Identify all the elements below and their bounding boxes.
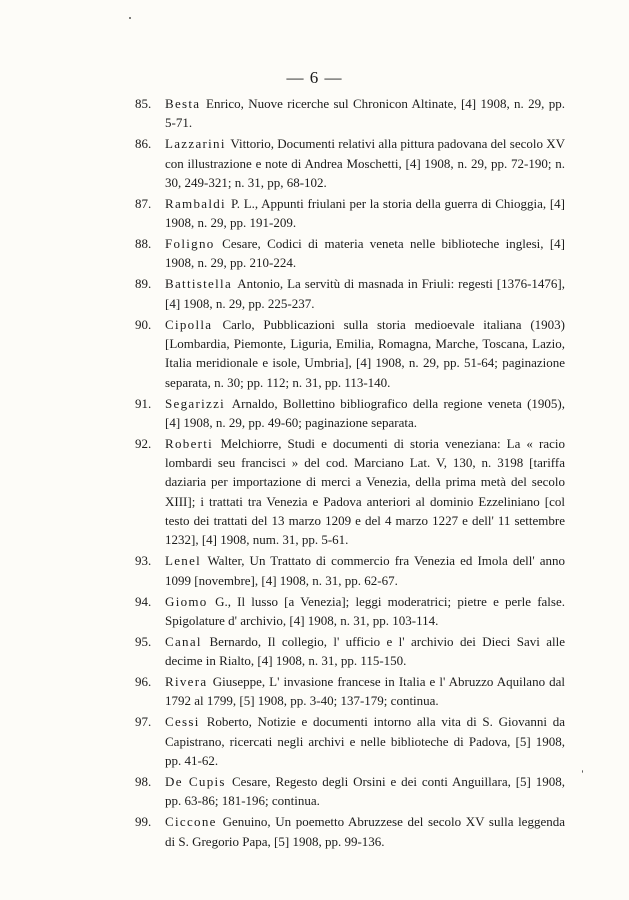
- entry-author: Foligno: [165, 236, 223, 252]
- entry-number: 98.: [135, 774, 152, 790]
- entry-author: Besta: [165, 96, 207, 111]
- entry-author: Cessi: [165, 714, 207, 730]
- entry-author: Segarizzi: [165, 395, 232, 411]
- entry-text: Genuino, Un poemetto Abruzzese del secolo XV sulla leggenda di S. Gregorio Papa, [5] 1908, pp. 99-136.: [165, 814, 565, 849]
- entry-text: Bernardo, Il collegio, l' ufficio e l' archivio dei Dieci Savi alle decime in Rialto, [4] 1908, n. 31, pp. 115-150.: [165, 633, 565, 669]
- entry-number: 88.: [135, 236, 152, 252]
- entry-text: Arnaldo, Bollettino bibliografico della regione veneta (1905), [4] 1908, n. 29, pp. 49-60; paginazione separata.: [165, 395, 565, 430]
- bibliography-entry: [135, 712, 565, 770]
- entry-author: Roberti: [165, 435, 221, 451]
- entry-number: 90.: [135, 316, 152, 332]
- bibliography-entry: [135, 94, 565, 133]
- page-number: — 6 —: [286, 68, 343, 87]
- entry-number: 87.: [135, 195, 152, 211]
- entry-author: Cipolla: [165, 316, 223, 332]
- scan-speck: [129, 17, 131, 19]
- entry-text: Enrico, Nuove ricerche sul Chronicon Altinate, [4] 1908, n. 29, pp. 5-71.: [165, 96, 565, 131]
- entry-author: Canal: [165, 633, 210, 649]
- bibliography-entry: [135, 194, 565, 233]
- entry-text: Walter, Un Trattato di commercio fra Venezia ed Imola dell' anno 1099 [novembre], [4] 1908, n. 31, pp. 62-67.: [165, 553, 565, 588]
- entry-author: Ciccone: [165, 814, 223, 830]
- entry-text: Vittorio, Documenti relativi alla pittura padovana del secolo XV con illustrazione e note di Andrea Moschetti, [4] 1908, n. 29, pp. 72-190; n. 30, 249-321; n. 31, pp, 68-102.: [165, 136, 566, 190]
- entry-author: Giomo: [165, 593, 216, 609]
- bibliography-entry: [135, 772, 565, 811]
- entry-author: Rivera: [165, 674, 213, 690]
- bibliography-entry: [135, 315, 565, 392]
- entry-number: 96.: [135, 674, 152, 690]
- entry-text: Giuseppe, L' invasione francese in Italia e l' Abruzzo Aquilano dal 1792 al 1799, [5] 1908, pp. 3-40; 137-179; continua.: [165, 674, 565, 709]
- entry-text: Cesare, Regesto degli Orsini e dei conti Anguillara, [5] 1908, pp. 63-86; 181-196; continua.: [165, 774, 565, 809]
- entry-text: Carlo, Pubblicazioni sulla storia medioevale italiana (1903) [Lombardia, Piemonte, Liguria, Emilia, Romagna, Marche, Toscana, Lazio, Italia meridionale e isole, Umbria], [4] 1908, n. 29, pp. 51-64; paginazione separata, n. 30; pp. 112; n. 31, pp. 113-140.: [165, 316, 565, 390]
- entry-number: 95.: [135, 633, 152, 649]
- bibliography-entry: [135, 551, 565, 590]
- entry-author: Battistella: [165, 276, 238, 292]
- entry-text: G., Il lusso [a Venezia]; leggi moderatrici; pietre e perle false. Spigolature d' archivio, [4] 1908, n. 31, pp. 103-114.: [165, 593, 565, 628]
- entry-number: 92.: [135, 435, 152, 451]
- entry-text: P. L., Appunti friulani per la storia della guerra di Chioggia, [4] 1908, n. 29, pp. 191-209.: [165, 195, 565, 231]
- bibliography-entry: [135, 672, 565, 711]
- entry-author: Lenel: [165, 553, 208, 569]
- entry-author: Rambaldi: [165, 195, 231, 211]
- bibliography-entry: [135, 134, 566, 192]
- bibliography-entry: [135, 394, 565, 433]
- entry-number: 93.: [135, 553, 152, 569]
- entry-text: Antonio, La servitù di masnada in Friuli: regesti [1376-1476], [4] 1908, n. 29, pp. 225-237.: [165, 276, 566, 311]
- bibliography-entry: [135, 434, 565, 550]
- entry-author: De Cupis: [165, 774, 232, 790]
- entry-number: 94.: [135, 593, 152, 609]
- entry-text: Roberto, Notizie e documenti intorno alla vita di S. Giovanni da Capistrano, ricercati negli archivi e nelle biblioteche di Padova, [5] 1908, pp. 41-62.: [165, 714, 565, 769]
- bibliography-entry: [135, 632, 565, 671]
- entry-number: 89.: [135, 276, 152, 292]
- entry-number: 86.: [135, 136, 152, 152]
- entry-number: 99.: [135, 814, 152, 830]
- bibliography-list: [0, 94, 629, 853]
- entry-author: Lazzarini: [165, 136, 231, 152]
- bibliography-entry: [135, 812, 565, 851]
- entry-number: 91.: [135, 395, 152, 411]
- bibliography-entry: [135, 592, 565, 631]
- bibliography-entry: [135, 274, 566, 313]
- entry-number: 85.: [135, 96, 152, 111]
- entry-text: Cesare, Codici di materia veneta nelle biblioteche inglesi, [4] 1908, n. 29, pp. 210-224.: [165, 236, 566, 271]
- bibliography-entry: [135, 234, 566, 273]
- entry-text: Melchiorre, Studi e documenti di storia veneziana: La « racio lombardi seu francisci » del cod. Marciano Lat. V, 130, n. 3198 [tariffa daziaria per importazione di merci a Venezia, della prima metà del secolo XIII]; i trattati tra Venezia e Padova anteriori al dominio Ezzeliniano [col testo dei trattati del 13 marzo 1209 e del 4 marzo 1227 e dell' 11 settembre 1232], [4] 1908, num. 31, pp. 5-61.: [165, 435, 565, 548]
- entry-number: 97.: [135, 714, 152, 730]
